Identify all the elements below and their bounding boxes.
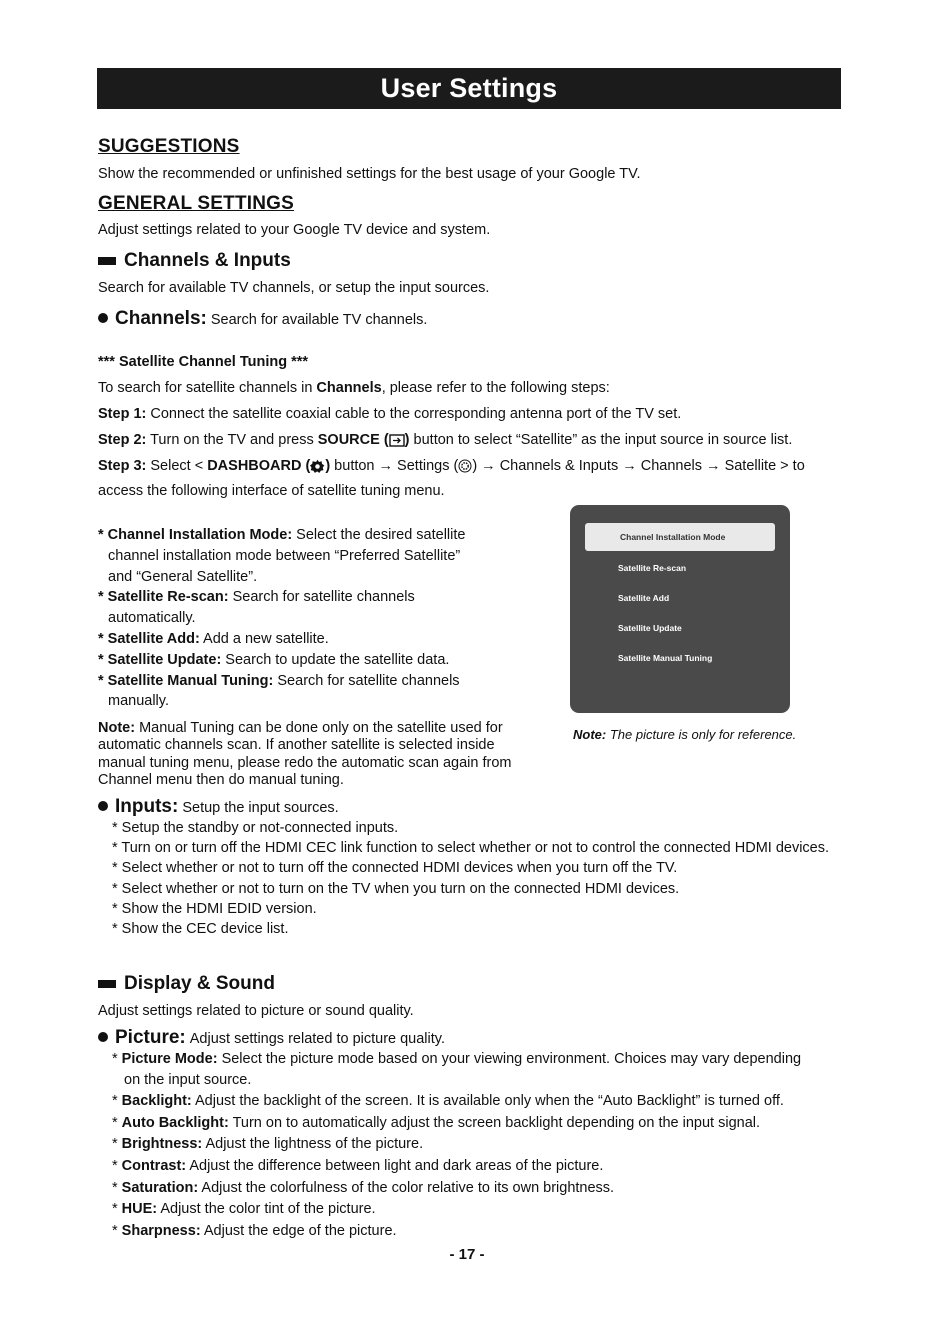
general-settings-heading: GENERAL SETTINGS [98,193,295,214]
picture-list-item: * Saturation: Adjust the colorfulness of the color relative to its own brightness. [112,1180,615,1196]
picture-caption: Note: The picture is only for reference. [573,727,797,742]
general-settings-text: Adjust settings related to your Google TV device and system. [98,222,491,238]
picture-list-item: * HUE: Adjust the color tint of the picture. [112,1201,376,1217]
mode-item-continued: manually. [108,693,169,710]
inputs-list-item: * Select whether or not to turn on the TV when you turn on the connected HDMI devices. [112,881,680,897]
picture-bullet [98,1027,445,1049]
inputs-list-item: * Turn on or turn off the HDMI CEC link function to select whether or not to control the connected HDMI devices. [112,840,830,856]
menu-item-channel-installation-mode: Channel Installation Mode [585,523,775,551]
display-sound-title: Display & Sound [124,973,275,994]
section-bar-icon [98,980,116,988]
inputs-list-item: * Show the CEC device list. [112,921,289,937]
satellite-menu-illustration [570,505,790,713]
picture-list-item: * Auto Backlight: Turn on to automatically adjust the screen backlight depending on the input signal. [112,1115,761,1131]
bullet-dot-icon [98,801,108,811]
inputs-list-item: * Select whether or not to turn off the connected HDMI devices when you turn off the TV. [112,860,678,876]
step-3: Step 3: Select < DASHBOARD ( ) button → Settings ( ) → Channels & Inputs → Channels → Satellite > to [98,458,805,474]
picture-list-item: * Backlight: Adjust the backlight of the screen. It is available only when the “Auto Backlight” is turned off. [112,1093,784,1109]
display-sound-text: Adjust settings related to picture or sound quality. [98,1003,414,1019]
inputs-list-item: * Show the HDMI EDID version. [112,901,317,917]
inputs-bullet [98,796,339,818]
step-2: Step 2: Turn on the TV and press SOURCE ( ) button to select “Satellite” as the input source in source list. [98,432,793,448]
mode-item: * Satellite Update: Search to update the satellite data. [98,651,450,668]
inputs-list-item: * Setup the standby or not-connected inputs. [112,820,399,836]
bullet-dot-icon [98,313,108,323]
channels-inputs-text: Search for available TV channels, or setup the input sources. [98,280,490,296]
picture-list-item: * Sharpness: Adjust the edge of the picture. [112,1223,397,1239]
settings-icon [458,459,472,473]
mode-item: * Satellite Re-scan: Search for satellite channels [98,589,415,606]
channels-inputs-heading [98,250,291,272]
picture-list-item: * Contrast: Adjust the difference between light and dark areas of the picture. [112,1158,604,1174]
mode-item: * Satellite Manual Tuning: Search for satellite channels [98,672,460,689]
page-header [97,68,841,109]
channels-term: Channels: [115,308,207,329]
mode-item: * Channel Installation Mode: Select the desired satellite [98,527,466,543]
step-3-continued: access the following interface of satellite tuning menu. [98,483,445,499]
inputs-term: Inputs: [115,796,179,817]
mode-item: * Satellite Add: Add a new satellite. [98,630,329,647]
channels-inputs-title: Channels & Inputs [124,250,291,271]
section-bar-icon [98,257,116,265]
page-title: User Settings [380,73,558,103]
page-number: - 17 - [449,1246,485,1263]
menu-item-satellite-rescan: Satellite Re-scan [618,563,687,573]
suggestions-text: Show the recommended or unfinished settings for the best usage of your Google TV. [98,166,641,182]
dashboard-gear-icon [310,459,325,474]
menu-item-satellite-add: Satellite Add [618,593,670,603]
channels-text: Search for available TV channels. [210,312,428,328]
mode-item-continued: automatically. [108,610,196,627]
display-sound-heading [98,973,275,995]
picture-text: Adjust settings related to picture quality. [189,1031,445,1047]
satellite-intro: To search for satellite channels in Channels, please refer to the following steps: [98,380,610,396]
mode-item-continued: channel installation mode between “Preferred Satellite” [108,547,461,564]
menu-item-satellite-update: Satellite Update [618,623,682,633]
step-1: Step 1: Connect the satellite coaxial cable to the corresponding antenna port of the TV set. [98,406,682,422]
satellite-heading: *** Satellite Channel Tuning *** [98,354,309,370]
picture-list-item-continued: on the input source. [124,1072,252,1088]
mode-item-continued: and “General Satellite”. [108,568,258,585]
bullet-dot-icon [98,1032,108,1042]
satellite-modes-list [98,525,498,712]
picture-list-item: * Picture Mode: Select the picture mode based on your viewing environment. Choices may vary depending [112,1051,802,1067]
manual-tuning-note: Note: Manual Tuning can be done only on the satellite used for automatic channels scan. If another satellite is selected inside manual tuning menu, please redo the automatic scan again from Channel menu then do manual tuning. [98,720,512,789]
picture-list-item: * Brightness: Adjust the lightness of the picture. [112,1136,424,1152]
menu-item-satellite-manual-tuning: Satellite Manual Tuning [618,653,713,663]
suggestions-heading: SUGGESTIONS [98,136,240,157]
inputs-text: Setup the input sources. [182,800,339,816]
source-icon [389,434,405,447]
channels-bullet [98,308,427,330]
picture-term: Picture: [115,1027,186,1048]
